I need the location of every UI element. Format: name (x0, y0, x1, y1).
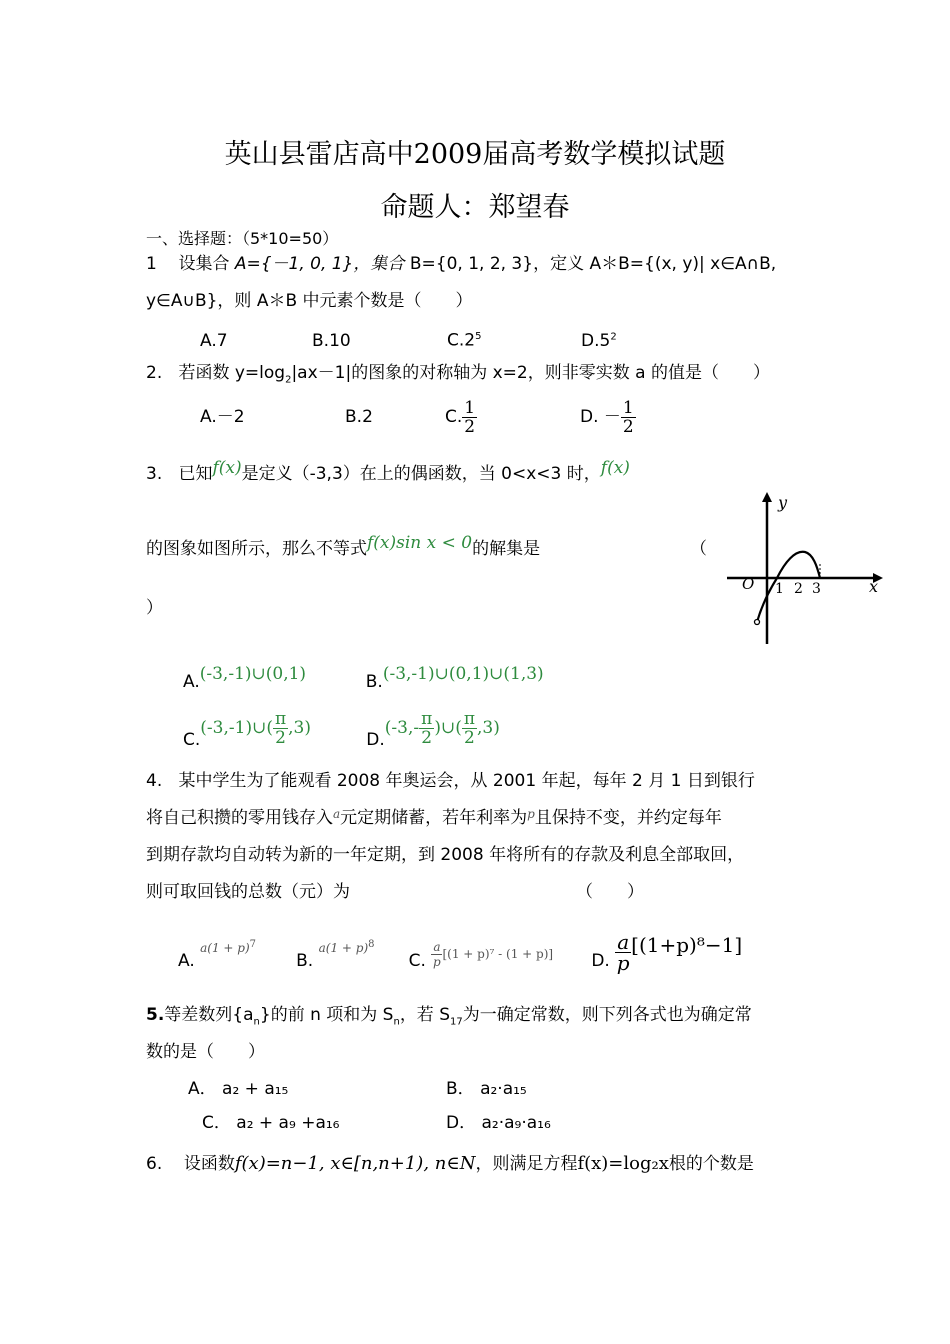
section-heading: 一、选择题：（5*10=50） (146, 229, 339, 248)
question-4-line4: 则可取回钱的总数（元）为 (146, 882, 350, 902)
origin-label: O (742, 575, 755, 593)
y-axis-arrow (762, 492, 772, 502)
author-line: 命题人：郑望春 (380, 192, 570, 223)
question-6: 6. 设函数f(x)=n−1, x∈[n,n+1), n∈N，则满足方程f(x)=log₂x根的个数是 (146, 1153, 754, 1174)
question-1-options: A.7 B.10 $C.2^5$ $D.5^2$ (200, 330, 617, 351)
question-3-options-cd: C.(-3,-1)∪( $\frac{\pi}{2}$ ,3)D.(-3,- $\frac{\pi}{2}$ )∪( $\frac{\pi}{2}$ ,3) (183, 709, 500, 750)
x-axis-label: x (869, 577, 879, 596)
fraction-pi-over-2: $\frac{\pi}{2}$ (274, 709, 287, 748)
question-3-line2: 的图象如图所示，那么不等式f(x)sin x < 0的解集是 (146, 533, 541, 559)
open-endpoint (755, 620, 760, 625)
question-5-option-c: C． a₂ + a₉ +a₁₆ (202, 1113, 340, 1133)
question-4-line3: 到期存款均自动转为新的一年定期，到 2008 年将所有的存款及利息全部取回， (146, 845, 745, 865)
question-4: 4. 某中学生为了能观看 2008 年奥运会，从 2001 年起，每年 2 月 1 日到银行 (146, 771, 755, 791)
question-3-paren-close: ） (146, 598, 163, 618)
question-1: 1 设集合 A={－1, 0, 1}，集合 B={0, 1, 2, 3}，定义 A＊B={(x, y)| x∈A∩B, (146, 254, 777, 274)
question-5-line2: 数的是（ ） (146, 1042, 265, 1062)
question-5: 5.等差数列$\{a_n\}$的前 n 项和为 $S_n$，若 $S_{17}$为一确定常数，则下列各式也为确定常 (146, 1005, 752, 1028)
question-4-paren: （ ） (576, 882, 644, 902)
fraction-one-half: $\frac{1}{2}$ (464, 397, 476, 437)
question-5-option-a: A． a₂ + a₁₅ (188, 1079, 289, 1099)
question-5-option-d: D． a₂·a₉·a₁₆ (446, 1113, 551, 1133)
question-2: 2. 若函数 $y=\log_2|ax-1|$的图象的对称轴为 x=2，则非零实数 a 的值是（ ） (146, 363, 770, 386)
fraction-a-over-p: $\frac{a}{p}$ (616, 930, 630, 975)
tick-2: 2 (794, 581, 803, 597)
question-1-line2: y∈A∪B}，则 A＊B 中元素个数是（ ） (146, 291, 473, 311)
question-2-options: A.－2 B.2 C. $\frac{1}{2}$ D. － $\frac{1}{2}$ (200, 397, 634, 437)
fraction-a-over-p: $\frac{a}{p}$ (433, 940, 441, 969)
fraction-one-half: $\frac{1}{2}$ (622, 397, 634, 437)
question-3: 3. 已知f(x)是定义（-3,3）在上的偶函数，当 0<x<3 时，f(x) (146, 458, 630, 484)
fraction-pi-over-2: $\frac{\pi}{2}$ (463, 709, 476, 748)
question-5-option-b: B． a₂·a₁₅ (446, 1079, 527, 1099)
question-3-paren-open: （ (690, 539, 707, 559)
page-title: 英山县雷店高中2009届高考数学模拟试题 (224, 139, 726, 170)
function-graph (715, 490, 885, 650)
question-3-options-ab: A.(-3,-1)∪(0,1) B.(-3,-1)∪(0,1)∪(1,3) (183, 664, 544, 692)
fraction-pi-over-2: $\frac{\pi}{2}$ (421, 709, 433, 748)
question-4-options: A. $a(1 + p)^7B$. $a(1 + p)^8C$. $\frac{a}{p}$ [(1 + p)⁷ - (1 + p)] D. $\frac{a}{p}$ [(1+p)⁸−1] (178, 930, 743, 975)
question-4-line2: 将自己积攒的零用钱存入$^a$元定期储蓄，若年利率为$^p$且保持不变，并约定每年 (146, 807, 722, 828)
tick-1: 1 (775, 581, 784, 597)
question-number: 1 (146, 254, 157, 274)
tick-3: 3 (812, 581, 821, 597)
y-axis-label: y (778, 493, 788, 512)
